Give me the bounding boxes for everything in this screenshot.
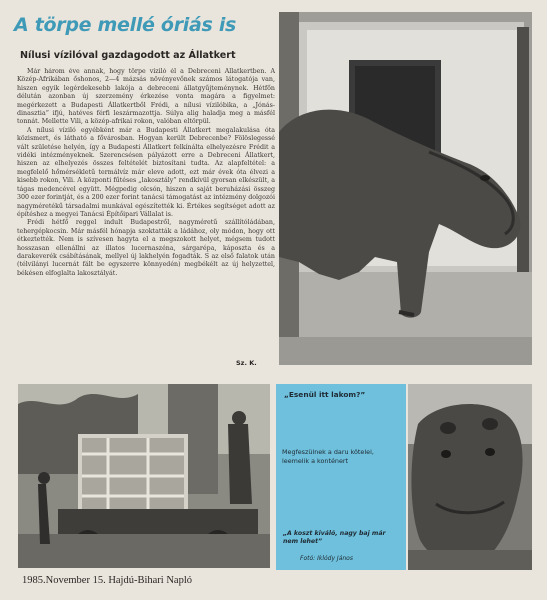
- paragraph-1: Már három éve annak, hogy törpe víziló él a Debreceni Állatkertben. A Közép-Afrikában őshonos, 2—4 mázsás növényevőnek számos látogatója van, hiszen egyik legérdekesebb lakója a debreceni állatgyűjteménynek. Hétfőn délután azonban új szerzemény érkezése vonta magára a figyelmet: megérkezett a Budapesti Állatkertből Frédi, a nílusi vízilóbika, a „Jónás-dinasztia” ifjú, hatéves férfi leszármazottja. Súlya alig haladja meg a másfél tonnát. Mellette Vili, a közép-afrikai rokon, valóban eltörpül.: [17, 68, 275, 126]
- paragraph-2: A nílusi víziló egyébként már a Budapesti Állatkert megalakulása óta közismert, és látható a fővárosban. Hogyan került Debrecenbe? Fölöslegessé vált születése helyén, így a Budapesti Állatkert felkínálta elhelyezésre Frédit a vidéki intézményeknek. Szerencsésen pályázott erre a Debreceni Állatkert, hiszen az elhelyezés összes feltételét biztosítani tudta. Az alapfeltétel: a megfelelő hőmérsékletű termálvíz már eleve adott, ezt már évek óta élvezi a kisebb rokon, Vili. A központi fűtéses „lakosztály” rendkívül gyorsan elkészült, a tágas medencével együtt. Mégpedig olcsón, hiszen a saját beruházási összeg 300 ezer forintját, és a 200 ezer forint tanácsi támogatást az intézmény dolgozói nagyméretékű társadalmi munkával egészítették ki. Értékes segítséget adott az építéshez a megyei Tanácsi Építőipari Vállalat is.: [17, 126, 275, 218]
- article-body: [17, 68, 275, 358]
- caption-quote: „A koszt kiváló, nagy baj már nem lehet”: [283, 530, 386, 546]
- caption-title: „Esenül itt lakom?”: [284, 390, 366, 399]
- photo-credit: Fotó: Iklódy János: [300, 555, 353, 562]
- author-signature: Sz. K.: [236, 359, 257, 367]
- headline: A törpe mellé óriás is: [14, 14, 237, 36]
- caption-crane: Megfeszülnek a daru kötelei, leemelik a konténert: [282, 448, 374, 465]
- subheadline: Nílusi vízilóval gazdagodott az Állatkert: [20, 50, 236, 61]
- crane-truck-photo: [18, 384, 270, 568]
- paragraph-3: Frédi hétfő reggel indult Budapestről, nagyméretű szállítóládában, tehergépkocsin. Már másfél hónapja szoktatták a ládához, oly módon, hogy ott étkeztették. Nem is szívesen hagyta el a megszokott helyet, mégsem tudott hosszasan ellenállni az illatos lucernaszéna, sárgarépa, káposzta és a darakeverék csábításának, mellyel új lakhelyén fogadták. S az első falatok után (télvilányi lucernát fált be egyszerre könnyedén) megbékélt az új helyzettel, békésen elfoglalta lakosztályát.: [17, 219, 275, 277]
- hippo-head-photo: [408, 384, 532, 570]
- hippo-enclosure-photo: [279, 12, 532, 365]
- source-line: 1985.November 15. Hajdú-Bihari Napló: [22, 575, 193, 586]
